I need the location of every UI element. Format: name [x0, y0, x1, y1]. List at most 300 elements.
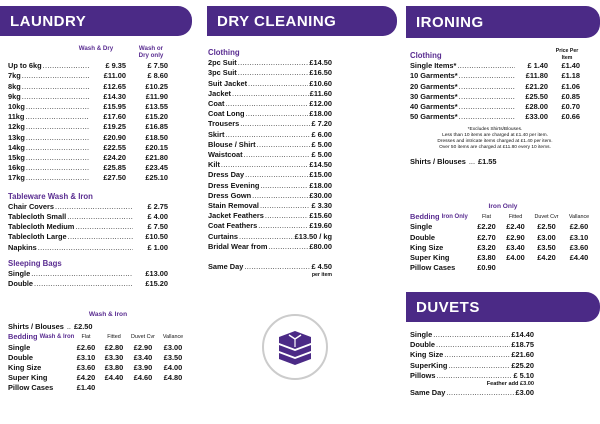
ironing-label: 10 Garments*: [410, 71, 458, 81]
item-price: £18.00: [309, 180, 332, 190]
ironing-label: 40 Garments*: [410, 102, 458, 111]
bedding-price: £3.40: [133, 352, 153, 362]
shirts-blouses-row: Shirts / Blouses .. £2.50: [8, 322, 93, 332]
item-price: £21.60: [511, 350, 534, 360]
wash-or-dry-price: £10.25: [145, 81, 168, 91]
bedding-price: £4.20: [537, 253, 556, 263]
ironing-price-list: [410, 48, 580, 167]
bedding-price: £2.60: [569, 222, 589, 232]
tableware-label: Chair Covers: [8, 201, 55, 211]
leader-dots: [457, 61, 515, 71]
item-price: £80.00: [309, 241, 332, 251]
ironing-note: *Excludes Shirts/Blouses.: [467, 127, 523, 133]
ironing-row: [410, 112, 580, 122]
item-price: £10.60: [309, 78, 332, 88]
duvet-same-day-row: [410, 388, 534, 398]
laundry-row: [8, 82, 168, 92]
weight-label: 16kg: [8, 163, 25, 173]
ironing-price: £28.00: [525, 102, 548, 111]
dry-cleaning-title: DRY CLEANING: [217, 12, 337, 30]
wash-dry-price: £22.55: [103, 142, 126, 152]
ironing-row: [410, 71, 580, 81]
sleeping-label: Double: [8, 279, 34, 289]
ironing-label: 20 Garments*: [410, 81, 458, 91]
item-label: 2pc Suit: [208, 58, 237, 68]
bedding-price: £4.80: [163, 373, 183, 383]
dry-same-day-note: per item: [311, 272, 332, 279]
bedding-price: £4.40: [569, 253, 589, 263]
item-price: £ 5.00: [311, 150, 332, 160]
ironing-row: [410, 82, 580, 92]
item-price: £25.20: [511, 360, 534, 370]
wash-dry-price: £12.65: [103, 81, 126, 91]
bedding-col-header: Vallance: [162, 334, 184, 341]
wash-or-dry-price: £11.90: [145, 91, 168, 101]
wash-or-dry-price: £18.50: [145, 132, 168, 142]
sleeping-row: [8, 279, 168, 289]
leader-dots: [459, 71, 515, 81]
laundry-row: [8, 61, 168, 71]
wash-dry-price: £11.00: [103, 71, 126, 81]
bedding-price: £3.00: [537, 232, 556, 242]
duvet-same-day-label: Same Day: [410, 388, 446, 398]
bedding-price: £4.20: [76, 373, 96, 383]
wash-or-dry-price: £16.85: [145, 122, 168, 132]
leader-dots: [433, 330, 510, 340]
item-price: £ 7.20: [311, 119, 332, 129]
item-price: £14.50: [309, 160, 332, 170]
ironing-per-item: £1.18: [561, 71, 580, 81]
shirts-price: £2.50: [73, 322, 93, 332]
bedding-col-header: Flat: [81, 334, 91, 341]
laundry-title: LAUNDRY: [10, 12, 87, 30]
tableware-row: [8, 222, 168, 232]
ironing-per-item: £0.66: [561, 112, 580, 122]
item-label: Jacket Feathers: [208, 211, 264, 221]
bedding-price: £2.80: [104, 342, 124, 352]
leader-dots: [240, 119, 310, 129]
bedding-price: £3.80: [477, 253, 496, 263]
item-label: Coat Long: [208, 109, 245, 119]
item-price: £18.00: [309, 109, 332, 119]
wash-dry-price: £24.20: [103, 153, 126, 163]
leader-dots: [22, 71, 89, 81]
item-price: £15.60: [309, 211, 332, 221]
weight-label: 15kg: [8, 153, 25, 163]
bedding-price: £3.50: [163, 352, 183, 362]
price-row: [208, 211, 332, 221]
tableware-row: [8, 232, 168, 242]
bedding-sublabel: Iron Only: [441, 214, 468, 221]
item-label: Dress Day: [208, 170, 245, 180]
bedding-price: £3.30: [104, 352, 124, 362]
bedding-header: [410, 212, 472, 222]
leader-dots: [459, 112, 515, 122]
bedding-col-header: Vallance: [568, 214, 590, 221]
bedding-row-label: Double: [410, 232, 436, 242]
weight-label: Up to 6kg: [8, 61, 42, 71]
leader-dots: [38, 243, 133, 253]
bedding-price: £3.40: [506, 242, 525, 252]
item-price: £13.50 / kg: [294, 231, 332, 241]
bedding-price: £2.70: [477, 232, 496, 242]
dry-same-day-price: £ 4.50: [311, 262, 332, 272]
ironing-shirts-price: £1.55: [478, 156, 497, 166]
bedding-col-header: Flat: [482, 214, 491, 221]
bedding-col-header: Fitted: [508, 214, 523, 221]
bedding-price: £2.20: [477, 222, 496, 232]
laundry-row: [8, 122, 168, 132]
item-label: Dress Evening: [208, 180, 260, 190]
leader-dots: [22, 92, 89, 102]
tableware-row: [8, 202, 168, 212]
price-row: [208, 119, 332, 129]
weight-label: 11kg: [8, 112, 25, 122]
leader-dots: [239, 232, 294, 242]
item-label: Bridal Wear from: [208, 241, 268, 251]
wash-or-dry-price: £15.20: [145, 112, 168, 122]
leader-dots: [248, 79, 308, 89]
ironing-row: [410, 102, 580, 112]
bedding-price: £3.60: [569, 242, 589, 252]
leader-dots: [26, 153, 89, 163]
tableware-label: Tablecloth Medium: [8, 222, 75, 232]
price-row: [208, 58, 332, 68]
price-row: [410, 330, 534, 340]
tableware-price: £ 7.50: [147, 222, 168, 232]
leader-dots: [258, 221, 308, 231]
item-price: £11.60: [309, 88, 332, 98]
leader-dots: [252, 191, 308, 201]
folded-laundry-icon: [262, 314, 328, 380]
laundry-row: [8, 173, 168, 183]
bedding-row-label: Double: [8, 352, 34, 362]
ironing-price: £ 1.40: [527, 61, 548, 71]
price-row: [208, 89, 332, 99]
tableware-label: Tablecloth Large: [8, 232, 67, 242]
item-label: Single: [410, 330, 433, 339]
leader-dots: [221, 160, 308, 170]
dry-same-day-row: [208, 262, 332, 272]
feather-note: Feather add £3.00: [486, 381, 534, 388]
bedding-row-label: King Size: [8, 363, 42, 373]
leader-dots: [26, 133, 89, 143]
bedding-row-label: Super King: [8, 373, 48, 383]
wash-dry-header: Wash & Dry: [78, 45, 114, 52]
item-label: Jacket: [208, 88, 232, 98]
leader-dots: [55, 202, 133, 212]
bedding-row-label: Pillow Cases: [8, 383, 54, 393]
bedding-row-label: Single: [8, 342, 31, 352]
laundry-price-list: [8, 46, 168, 289]
item-label: Blouse / Shirt: [208, 139, 256, 149]
dry-cleaning-price-list: [208, 48, 332, 278]
price-row: [208, 170, 332, 180]
duvet-same-day-price: £3.00: [515, 388, 534, 398]
bedding-price: £3.50: [537, 242, 556, 252]
leader-dots: [26, 163, 89, 173]
ironing-price: £25.50: [525, 91, 548, 101]
dry-clothing-title: Clothing: [208, 48, 240, 57]
sleeping-label: Single: [8, 269, 31, 279]
price-row: [208, 232, 332, 242]
price-row: [208, 191, 332, 201]
leader-dots: [257, 140, 311, 150]
bedding-price: £1.40: [76, 383, 96, 393]
bedding-row-label: Super King: [410, 253, 450, 263]
item-label: Waistcoat: [208, 150, 243, 160]
leader-dots: [244, 150, 311, 160]
item-price: £12.00: [309, 99, 332, 109]
bedding-col-header: Fitted: [107, 334, 121, 341]
weight-label: 12kg: [8, 122, 25, 132]
wash-dry-price: £17.60: [103, 112, 126, 122]
ironing-clothing-title: Clothing: [410, 50, 442, 60]
item-label: Pillows: [410, 370, 436, 380]
wash-dry-price: £ 9.35: [105, 61, 126, 71]
laundry-row: [8, 153, 168, 163]
bedding-price: £3.20: [477, 242, 496, 252]
leader-dots: [246, 109, 309, 119]
wash-iron-section: [8, 310, 188, 394]
item-price: £14.40: [511, 330, 534, 339]
bedding-row-label: King Size: [410, 242, 444, 252]
bedding-price: £4.40: [104, 373, 124, 383]
wash-or-dry-header: Wash or Dry only: [138, 45, 164, 59]
item-price: £30.00: [309, 190, 332, 200]
price-row: [208, 130, 332, 140]
weight-label: 17kg: [8, 173, 25, 183]
leader-dots: [260, 201, 311, 211]
price-row: [208, 221, 332, 231]
leader-dots: [26, 102, 89, 112]
price-row: [208, 99, 332, 109]
leader-dots: [34, 279, 133, 289]
tableware-label: Tablecloth Small: [8, 212, 67, 222]
leader-dots: [26, 143, 89, 153]
leader-dots: [238, 58, 309, 68]
price-row: [410, 361, 534, 371]
bedding-price: £2.90: [133, 342, 153, 352]
ironing-note: Over 50 items are charged at £11.80 every 10 items.: [439, 144, 551, 150]
wash-dry-price: £19.25: [103, 122, 126, 132]
leader-dots: [268, 242, 308, 252]
item-label: Dress Gown: [208, 190, 252, 200]
leader-dots: [448, 361, 510, 371]
ironing-per-item: £0.70: [561, 102, 580, 111]
ironing-title: IRONING: [416, 13, 484, 31]
wash-dry-price: £25.85: [103, 163, 126, 173]
ironing-note: Less than 10 items are charged at £1.40 per item.: [442, 133, 548, 139]
ironing-label: Single Items*: [410, 61, 457, 71]
item-label: SuperKing: [410, 360, 448, 370]
price-row: [208, 68, 332, 78]
duvets-banner: [406, 292, 600, 322]
laundry-row: [8, 163, 168, 173]
sleeping-price: £15.20: [145, 279, 168, 289]
laundry-row: [8, 143, 168, 153]
bedding-price: £3.90: [133, 363, 153, 373]
ironing-per-item: £1.40: [561, 61, 580, 71]
ironing-price: £11.80: [525, 71, 548, 81]
ironing-shirts-row: Shirts / Blouses ... £1.55: [410, 156, 497, 166]
tableware-price: £ 4.00: [147, 212, 168, 222]
item-price: £19.60: [309, 221, 332, 231]
laundry-row: [8, 92, 168, 102]
item-label: Kilt: [208, 160, 220, 170]
price-row: [208, 109, 332, 119]
leader-dots: [68, 232, 133, 242]
price-row: [410, 350, 534, 360]
price-row: [410, 340, 534, 350]
tableware-price: £ 2.75: [147, 201, 168, 211]
leader-dots: [67, 212, 133, 222]
price-row: [208, 201, 332, 211]
weight-label: 8kg: [8, 81, 21, 91]
ironing-row: [410, 92, 580, 102]
leader-dots: [26, 122, 89, 132]
item-label: King Size: [410, 350, 444, 360]
ironing-per-item: £1.06: [561, 81, 580, 91]
bedding-price: £4.00: [163, 363, 183, 373]
item-label: Coat: [208, 99, 225, 109]
wash-or-dry-price: £25.10: [145, 173, 168, 183]
item-label: Trousers: [208, 119, 240, 129]
ironing-row: [410, 61, 580, 71]
ironing-label: 50 Garments*: [410, 112, 458, 122]
price-row: [208, 242, 332, 252]
ironing-per-item: £0.85: [561, 91, 580, 101]
duvets-price-list: [410, 330, 534, 398]
leader-dots: [25, 112, 89, 122]
bedding-col-header: Duvet Cvr: [534, 214, 559, 221]
weight-label: 10kg: [8, 102, 25, 111]
tableware-price: £10.50: [145, 232, 168, 242]
price-row: [208, 160, 332, 170]
shirts-label: Shirts / Blouses: [8, 322, 64, 332]
bedding-price: £3.10: [569, 232, 589, 242]
item-price: £16.50: [309, 68, 332, 78]
leader-dots: [232, 89, 309, 99]
dry-cleaning-banner: [207, 6, 397, 36]
laundry-row: [8, 71, 168, 81]
leader-dots: [265, 211, 309, 221]
sleeping-bags-title: Sleeping Bags: [8, 258, 62, 268]
leader-dots: [22, 82, 89, 92]
wash-or-dry-price: £ 8.60: [147, 71, 168, 81]
tableware-label: Napkins: [8, 242, 37, 252]
bedding-sublabel: Wash & Iron: [39, 334, 75, 341]
item-label: Skirt: [208, 129, 225, 139]
price-row: [410, 371, 534, 381]
leader-dots: [260, 181, 308, 191]
bedding-row-label: Pillow Cases: [410, 263, 456, 273]
leader-dots: [238, 68, 309, 78]
ironing-banner: [406, 6, 600, 38]
bedding-price: £3.00: [163, 342, 183, 352]
sleeping-row: [8, 269, 168, 279]
weight-label: 9kg: [8, 91, 21, 101]
wash-dry-price: £20.90: [103, 132, 126, 142]
ironing-note: Dresses and intricate items charged at £1.40 per item.: [437, 139, 553, 144]
bedding-col-header: Duvet Cvr: [131, 334, 155, 341]
laundry-row: [8, 133, 168, 143]
leader-dots: [459, 102, 515, 112]
item-label: Coat Feathers: [208, 221, 258, 231]
laundry-banner: [0, 6, 192, 36]
sleeping-price: £13.00: [145, 269, 168, 279]
weight-label: 14kg: [8, 142, 25, 152]
dry-same-day-label: Same Day: [208, 262, 244, 272]
bedding-label: Bedding: [410, 212, 440, 222]
price-row: [208, 140, 332, 150]
leader-dots: [436, 340, 510, 350]
item-price: £ 6.00: [311, 129, 332, 139]
item-price: £ 5.10: [513, 370, 534, 380]
leader-dots: [26, 173, 89, 183]
item-price: £15.00: [309, 170, 332, 180]
ironing-price: £21.20: [525, 81, 548, 91]
tableware-price: £ 1.00: [147, 242, 168, 252]
leader-dots: [225, 130, 310, 140]
ironing-label: 30 Garments*: [410, 91, 458, 101]
bedding-header: [8, 332, 75, 342]
weight-label: 13kg: [8, 132, 25, 142]
leader-dots: [31, 269, 133, 279]
ironing-shirts-label: Shirts / Blouses: [410, 156, 466, 166]
leader-dots: [43, 61, 89, 71]
leader-dots: [459, 82, 515, 92]
price-row: [208, 150, 332, 160]
item-label: Stain Removal: [208, 201, 259, 211]
leader-dots: [245, 170, 308, 180]
item-label: Double: [410, 340, 436, 350]
bedding-price: £4.60: [133, 373, 153, 383]
bedding-price: £0.90: [477, 263, 496, 273]
wash-or-dry-price: £21.80: [145, 153, 168, 163]
price-row: [208, 181, 332, 191]
iron-only-title: Iron Only: [488, 203, 518, 210]
laundry-row: [8, 102, 168, 112]
iron-only-section: [410, 202, 596, 273]
bedding-price: £2.40: [506, 222, 525, 232]
wash-or-dry-price: £13.55: [145, 102, 168, 111]
leader-dots: [459, 92, 515, 102]
wash-iron-title: Wash & Iron: [88, 311, 128, 318]
tableware-row: [8, 243, 168, 253]
item-price: £ 5.00: [311, 139, 332, 149]
wash-or-dry-price: £23.45: [145, 163, 168, 173]
duvets-title: DUVETS: [416, 298, 480, 316]
laundry-row: [8, 112, 168, 122]
wash-dry-price: £27.50: [103, 173, 126, 183]
bedding-price: £3.10: [76, 352, 96, 362]
bedding-price: £3.60: [76, 363, 96, 373]
leader-dots: [225, 99, 308, 109]
bedding-price: £2.50: [537, 222, 556, 232]
tableware-row: [8, 212, 168, 222]
item-label: Suit Jacket: [208, 78, 248, 88]
bedding-label: Bedding: [8, 332, 38, 342]
tableware-title: Tableware Wash & Iron: [8, 191, 93, 201]
bedding-price: £2.60: [76, 342, 96, 352]
price-per-item-header: Price Per Item: [555, 48, 579, 61]
item-label: Curtains: [208, 231, 238, 241]
item-price: £ 3.30: [311, 201, 332, 211]
wash-dry-price: £14.30: [103, 91, 126, 101]
leader-dots: [444, 350, 510, 360]
wash-or-dry-price: £20.15: [145, 142, 168, 152]
